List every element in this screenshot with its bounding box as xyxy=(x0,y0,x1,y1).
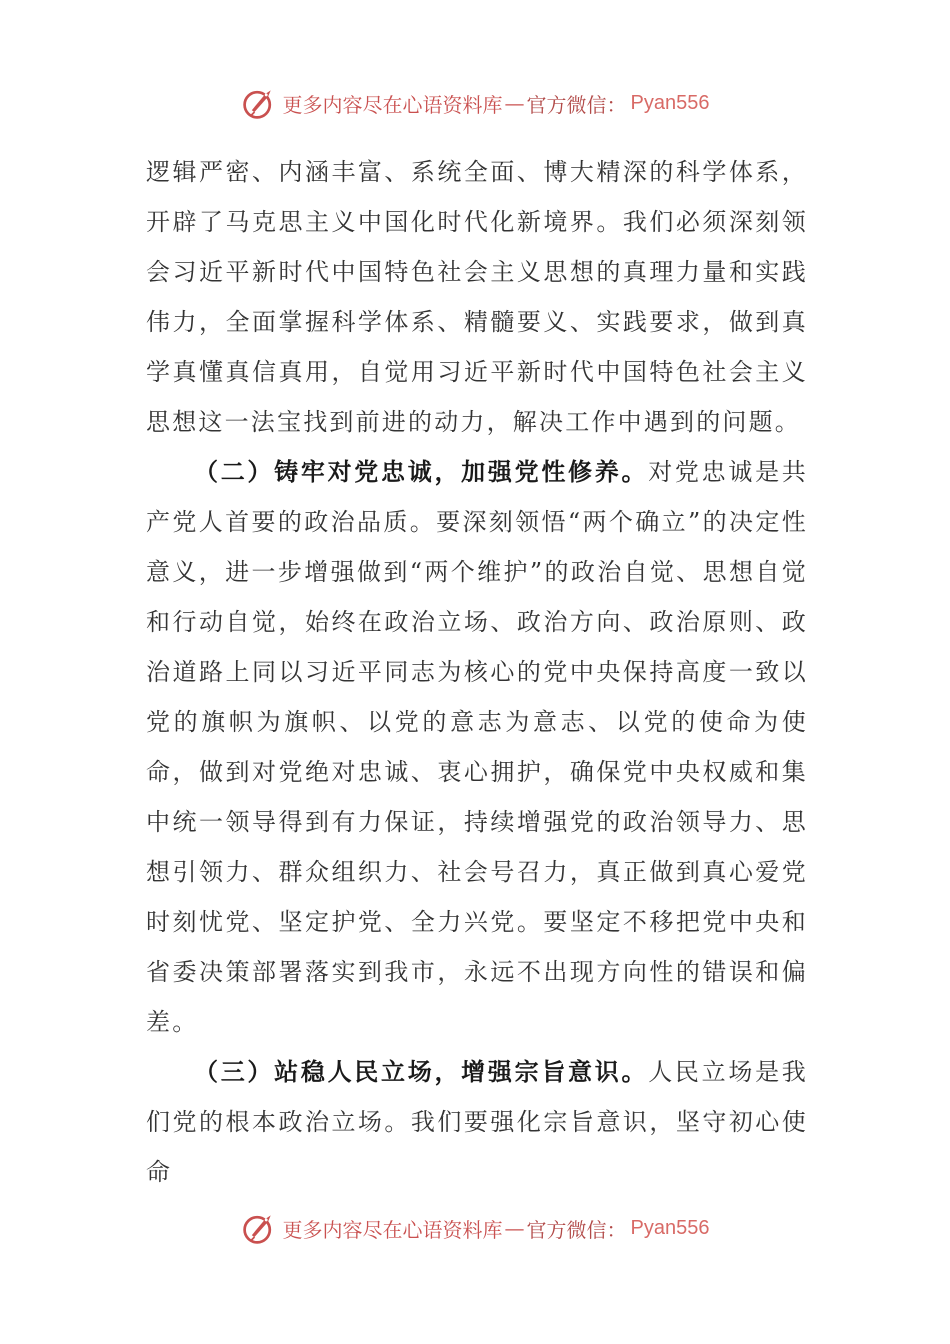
watermark-wechat-label: 官方微信： xyxy=(526,1217,627,1242)
pen-nib-circle-icon xyxy=(241,1210,277,1246)
paragraph-section-2 xyxy=(146,447,808,1047)
pen-nib-circle-icon xyxy=(241,85,277,121)
section-heading: （二）铸牢对党忠诚，加强党性修养。 xyxy=(194,458,649,486)
paragraph-text: 逻辑严密、内涵丰富、系统全面、博大精深的科学体系，开辟了马克思主义中国化时代化新境界。我们必须深刻领会习近平新时代中国特色社会主义思想的真理力量和实践伟力，全面掌握科学体系、精髓要义、实践要求，做到真学真懂真信真用，自觉用习近平新时代中国特色社会主义思想这一法宝找到前进的动力，解决工作中遇到的问题。 xyxy=(146,158,808,436)
watermark-wechat-id: Pyan556 xyxy=(630,91,710,114)
paragraph-section-3 xyxy=(146,1047,808,1197)
section-heading: （三）站稳人民立场，增强宗旨意识。 xyxy=(194,1058,649,1086)
watermark-wechat-id: Pyan556 xyxy=(630,1216,710,1239)
document-body xyxy=(146,147,808,1197)
watermark-separator: — xyxy=(504,91,525,115)
paragraph-text: 人民立场是我们党的根本政治立场。我们要强化宗旨意识，坚守初心使命 xyxy=(146,1058,808,1186)
watermark-site: 更多内容尽在心语资料库 xyxy=(282,1217,503,1242)
watermark-banner-bottom xyxy=(0,1208,950,1248)
watermark-separator: — xyxy=(504,1216,525,1240)
paragraph-continued xyxy=(146,147,808,447)
paragraph-text: 对党忠诚是共产党人首要的政治品质。要深刻领悟“两个确立”的决定性意义，进一步增强做到“两个维护”的政治自觉、思想自觉和行动自觉，始终在政治立场、政治方向、政治原则、政治道路上同以习近平同志为核心的党中央保持高度一致以党的旗帜为旗帜、以党的意志为意志、以党的使命为使命，做到对党绝对忠诚、衷心拥护，确保党中央权威和集中统一领导得到有力保证，持续增强党的政治领导力、思想引领力、群众组织力、社会号召力，真正做到真心爱党时刻忧党、坚定护党、全力兴党。要坚定不移把党中央和省委决策部署落实到我市，永远不出现方向性的错误和偏差。 xyxy=(146,458,808,1036)
watermark-banner-top xyxy=(0,83,950,123)
watermark-wechat-label: 官方微信： xyxy=(526,92,627,117)
watermark-site: 更多内容尽在心语资料库 xyxy=(282,92,503,117)
